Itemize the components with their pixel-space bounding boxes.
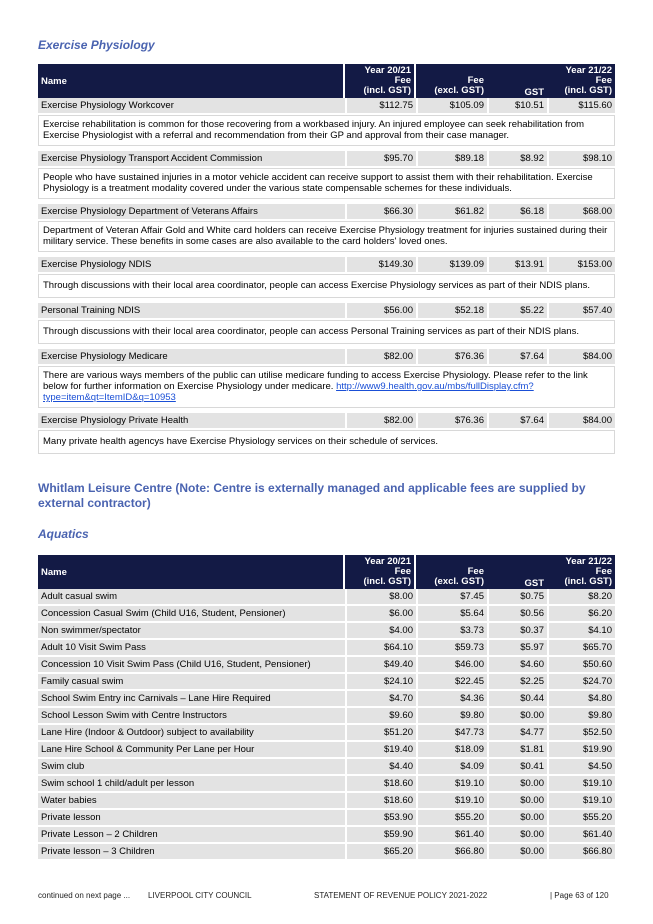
column-header-fee-new-line1: Fee	[547, 76, 615, 86]
gst-amount: $0.44	[487, 691, 547, 708]
fee-incl-gst-2021: $56.00	[345, 303, 416, 320]
fee-name: Swim school 1 child/adult per lesson	[38, 776, 345, 793]
gst-amount: $10.51	[487, 98, 547, 115]
fee-excl-gst-2122: $4.09	[416, 759, 487, 776]
gst-amount: $0.00	[487, 708, 547, 725]
fee-incl-gst-2122: $153.00	[547, 257, 615, 274]
fee-incl-gst-2021: $66.30	[345, 204, 416, 221]
fee-excl-gst-2122: $22.45	[416, 674, 487, 691]
fee-name: Adult casual swim	[38, 589, 345, 606]
fee-incl-gst-2122: $50.60	[547, 657, 615, 674]
table-row	[38, 844, 615, 861]
gst-amount: $13.91	[487, 257, 547, 274]
aquatics-table	[38, 555, 615, 861]
fee-name: Private Lesson – 2 Children	[38, 827, 345, 844]
gst-amount: $4.60	[487, 657, 547, 674]
fee-excl-gst-2122: $139.09	[416, 257, 487, 274]
fee-description-text: Department of Veteran Affair Gold and White card holders can receive Exercise Physiology treatment for injuries sustained during their military service. These benefits in some cases are also available to the card holders' loved ones.	[43, 225, 608, 247]
fee-description	[38, 274, 615, 298]
fee-excl-gst-2122: $5.64	[416, 606, 487, 623]
fee-description-text: Many private health agencys have Exercise Physiology services on their schedule of services.	[43, 436, 438, 447]
fee-excl-gst-2122: $66.80	[416, 844, 487, 861]
fee-excl-gst-2122: $47.73	[416, 725, 487, 742]
gst-amount: $0.00	[487, 810, 547, 827]
column-header-fee-new-line1: Fee	[547, 567, 615, 577]
footer-page-number: | Page 63 of 120	[550, 891, 609, 900]
gst-amount: $0.37	[487, 623, 547, 640]
footer-council-name: LIVERPOOL CITY COUNCIL	[148, 891, 252, 900]
fee-incl-gst-2021: $53.90	[345, 810, 416, 827]
exercise-physiology-table	[38, 64, 615, 454]
fee-description	[38, 366, 615, 408]
gst-amount: $8.92	[487, 151, 547, 168]
fee-excl-gst-2122: $3.73	[416, 623, 487, 640]
fee-incl-gst-2122: $4.10	[547, 623, 615, 640]
fee-excl-gst-2122: $59.73	[416, 640, 487, 657]
table-row	[38, 725, 615, 742]
fee-excl-gst-2122: $4.36	[416, 691, 487, 708]
gst-amount: $1.81	[487, 742, 547, 759]
fee-incl-gst-2122: $98.10	[547, 151, 615, 168]
table-row	[38, 257, 615, 274]
fee-description	[38, 168, 615, 199]
table-row	[38, 674, 615, 691]
table-row	[38, 793, 615, 810]
column-header-fee-new-line2: (incl. GST)	[547, 577, 615, 589]
fee-excl-gst-2122: $18.09	[416, 742, 487, 759]
fee-name: School Lesson Swim with Centre Instructors	[38, 708, 345, 725]
fee-description	[38, 115, 615, 146]
gst-amount: $0.00	[487, 844, 547, 861]
table-row	[38, 98, 615, 115]
column-header-year-2122: Year 21/22	[416, 555, 615, 567]
footer-continued: continued on next page ...	[38, 891, 131, 900]
fee-incl-gst-2122: $24.70	[547, 674, 615, 691]
fee-incl-gst-2021: $4.70	[345, 691, 416, 708]
column-header-fee-excl-line1: Fee	[416, 76, 487, 86]
fee-name: Exercise Physiology Workcover	[38, 98, 345, 115]
fee-incl-gst-2122: $4.80	[547, 691, 615, 708]
table-row	[38, 303, 615, 320]
fee-name: Lane Hire School & Community Per Lane per Hour	[38, 742, 345, 759]
fee-name: Exercise Physiology Transport Accident Commission	[38, 151, 345, 168]
column-header-fee-excl-line2: (excl. GST)	[416, 577, 487, 589]
fee-description	[38, 430, 615, 454]
fee-name: Concession Casual Swim (Child U16, Student, Pensioner)	[38, 606, 345, 623]
fee-incl-gst-2122: $19.90	[547, 742, 615, 759]
table-row	[38, 776, 615, 793]
fee-incl-gst-2021: $9.60	[345, 708, 416, 725]
column-header-gst: GST	[487, 76, 547, 98]
fee-excl-gst-2122: $61.82	[416, 204, 487, 221]
fee-incl-gst-2122: $84.00	[547, 413, 615, 430]
fee-name: Adult 10 Visit Swim Pass	[38, 640, 345, 657]
fee-description	[38, 221, 615, 252]
gst-amount: $6.18	[487, 204, 547, 221]
column-header-fee-excl-line2: (excl. GST)	[416, 86, 487, 98]
table-row	[38, 810, 615, 827]
fee-name: Exercise Physiology Department of Veterans Affairs	[38, 204, 345, 221]
fee-incl-gst-2021: $4.00	[345, 623, 416, 640]
table-row	[38, 151, 615, 168]
fee-name: Non swimmer/spectator	[38, 623, 345, 640]
fee-incl-gst-2021: $18.60	[345, 776, 416, 793]
fee-incl-gst-2021: $95.70	[345, 151, 416, 168]
column-header-year-2021: Year 20/21	[345, 555, 416, 567]
column-header-fee-incl-line1: Fee	[345, 76, 416, 86]
column-header-fee-incl-line1: Fee	[345, 567, 416, 577]
table-row	[38, 349, 615, 366]
table-row	[38, 691, 615, 708]
fee-incl-gst-2021: $149.30	[345, 257, 416, 274]
fee-incl-gst-2122: $55.20	[547, 810, 615, 827]
fee-excl-gst-2122: $61.40	[416, 827, 487, 844]
fee-incl-gst-2122: $19.10	[547, 793, 615, 810]
column-header-fee-incl-line2: (incl. GST)	[345, 86, 416, 98]
gst-amount: $4.77	[487, 725, 547, 742]
fee-excl-gst-2122: $105.09	[416, 98, 487, 115]
section-title-aquatics: Aquatics	[38, 527, 89, 541]
gst-amount: $0.00	[487, 776, 547, 793]
fee-name: Family casual swim	[38, 674, 345, 691]
gst-amount: $2.25	[487, 674, 547, 691]
fee-incl-gst-2021: $82.00	[345, 413, 416, 430]
fee-excl-gst-2122: $7.45	[416, 589, 487, 606]
description-row	[38, 366, 615, 408]
gst-amount: $7.64	[487, 413, 547, 430]
description-row	[38, 221, 615, 252]
fee-name: Lane Hire (Indoor & Outdoor) subject to availability	[38, 725, 345, 742]
section-title-whitlam-leisure-centre: Whitlam Leisure Centre (Note: Centre is externally managed and applicable fees are supplied by external contractor)	[38, 481, 586, 510]
fee-description-text: There are various ways members of the public can utilise medicare funding to access Exercise Physiology. Please refer to the link below for further information on Exercise Physiology under medicare.	[43, 370, 588, 392]
fee-description-text: Through discussions with their local area coordinator, people can access Exercise Physiology services as part of their NDIS plans.	[43, 280, 591, 291]
footer-statement-title: STATEMENT OF REVENUE POLICY 2021-2022	[314, 891, 488, 900]
fee-incl-gst-2122: $6.20	[547, 606, 615, 623]
section-title-exercise-physiology: Exercise Physiology	[38, 38, 155, 52]
fee-incl-gst-2021: $6.00	[345, 606, 416, 623]
description-row	[38, 430, 615, 454]
gst-amount: $5.97	[487, 640, 547, 657]
table-row	[38, 589, 615, 606]
fee-name: Private lesson	[38, 810, 345, 827]
fee-excl-gst-2122: $52.18	[416, 303, 487, 320]
column-header-gst: GST	[487, 567, 547, 589]
table-row	[38, 623, 615, 640]
fee-incl-gst-2021: $64.10	[345, 640, 416, 657]
gst-amount: $0.00	[487, 827, 547, 844]
table-row	[38, 708, 615, 725]
gst-amount: $0.41	[487, 759, 547, 776]
fee-incl-gst-2122: $84.00	[547, 349, 615, 366]
fee-incl-gst-2021: $65.20	[345, 844, 416, 861]
column-header-year-2122: Year 21/22	[416, 64, 615, 76]
fee-incl-gst-2021: $59.90	[345, 827, 416, 844]
fee-excl-gst-2122: $89.18	[416, 151, 487, 168]
fee-incl-gst-2122: $61.40	[547, 827, 615, 844]
description-row	[38, 168, 615, 199]
fee-name: Exercise Physiology NDIS	[38, 257, 345, 274]
fee-description-text: Exercise rehabilitation is common for those recovering from a workbased injury. An injured employee can seek rehabilitation from Exercise Physiologist with a referral and recommendation from their GP and approval from their case manager.	[43, 119, 585, 141]
fee-excl-gst-2122: $19.10	[416, 776, 487, 793]
fee-description-text: Through discussions with their local area coordinator, people can access Personal Training services as part of their NDIS plans.	[43, 326, 579, 337]
fee-name: Swim club	[38, 759, 345, 776]
fee-excl-gst-2122: $76.36	[416, 349, 487, 366]
fee-description-text: People who have sustained injuries in a motor vehicle accident can receive support to assist them with their rehabilitation. Exercise Physiology is a treatment modality covered under the various state compensable schemes for these individuals.	[43, 172, 593, 194]
fee-incl-gst-2021: $4.40	[345, 759, 416, 776]
fee-excl-gst-2122: $19.10	[416, 793, 487, 810]
fee-incl-gst-2021: $49.40	[345, 657, 416, 674]
fee-incl-gst-2122: $19.10	[547, 776, 615, 793]
table-row	[38, 827, 615, 844]
fee-excl-gst-2122: $55.20	[416, 810, 487, 827]
table-row	[38, 640, 615, 657]
description-row	[38, 320, 615, 344]
fee-incl-gst-2122: $68.00	[547, 204, 615, 221]
column-header-name: Name	[38, 555, 345, 589]
fee-excl-gst-2122: $76.36	[416, 413, 487, 430]
fee-description	[38, 320, 615, 344]
table-row	[38, 742, 615, 759]
fee-incl-gst-2122: $8.20	[547, 589, 615, 606]
column-header-year-2021: Year 20/21	[345, 64, 416, 76]
column-header-fee-new-line2: (incl. GST)	[547, 86, 615, 98]
table-row	[38, 606, 615, 623]
fee-incl-gst-2122: $66.80	[547, 844, 615, 861]
gst-amount: $0.56	[487, 606, 547, 623]
table-row	[38, 413, 615, 430]
fee-incl-gst-2122: $115.60	[547, 98, 615, 115]
column-header-fee-excl-line1: Fee	[416, 567, 487, 577]
fee-incl-gst-2021: $82.00	[345, 349, 416, 366]
fee-name: Exercise Physiology Medicare	[38, 349, 345, 366]
fee-incl-gst-2122: $65.70	[547, 640, 615, 657]
fee-excl-gst-2122: $46.00	[416, 657, 487, 674]
fee-incl-gst-2122: $4.50	[547, 759, 615, 776]
fee-name: Private lesson – 3 Children	[38, 844, 345, 861]
column-header-name: Name	[38, 64, 345, 98]
fee-incl-gst-2122: $52.50	[547, 725, 615, 742]
fee-incl-gst-2021: $8.00	[345, 589, 416, 606]
fee-incl-gst-2021: $112.75	[345, 98, 416, 115]
description-row	[38, 274, 615, 298]
fee-excl-gst-2122: $9.80	[416, 708, 487, 725]
column-header-fee-incl-line2: (incl. GST)	[345, 577, 416, 589]
fee-name: Concession 10 Visit Swim Pass (Child U16, Student, Pensioner)	[38, 657, 345, 674]
fee-incl-gst-2122: $9.80	[547, 708, 615, 725]
fee-name: Exercise Physiology Private Health	[38, 413, 345, 430]
fee-incl-gst-2021: $51.20	[345, 725, 416, 742]
fee-name: Personal Training NDIS	[38, 303, 345, 320]
gst-amount: $7.64	[487, 349, 547, 366]
description-row	[38, 115, 615, 146]
fee-incl-gst-2021: $18.60	[345, 793, 416, 810]
gst-amount: $5.22	[487, 303, 547, 320]
table-row	[38, 204, 615, 221]
table-row	[38, 759, 615, 776]
gst-amount: $0.75	[487, 589, 547, 606]
fee-incl-gst-2021: $19.40	[345, 742, 416, 759]
fee-incl-gst-2021: $24.10	[345, 674, 416, 691]
gst-amount: $0.00	[487, 793, 547, 810]
fee-incl-gst-2122: $57.40	[547, 303, 615, 320]
fee-name: Water babies	[38, 793, 345, 810]
fee-name: School Swim Entry inc Carnivals – Lane Hire Required	[38, 691, 345, 708]
table-row	[38, 657, 615, 674]
medicare-info-link[interactable]: http://www9.health.gov.au/mbs/fullDisplay.cfm?type=item&qt=ItemID&q=10953	[43, 381, 534, 403]
